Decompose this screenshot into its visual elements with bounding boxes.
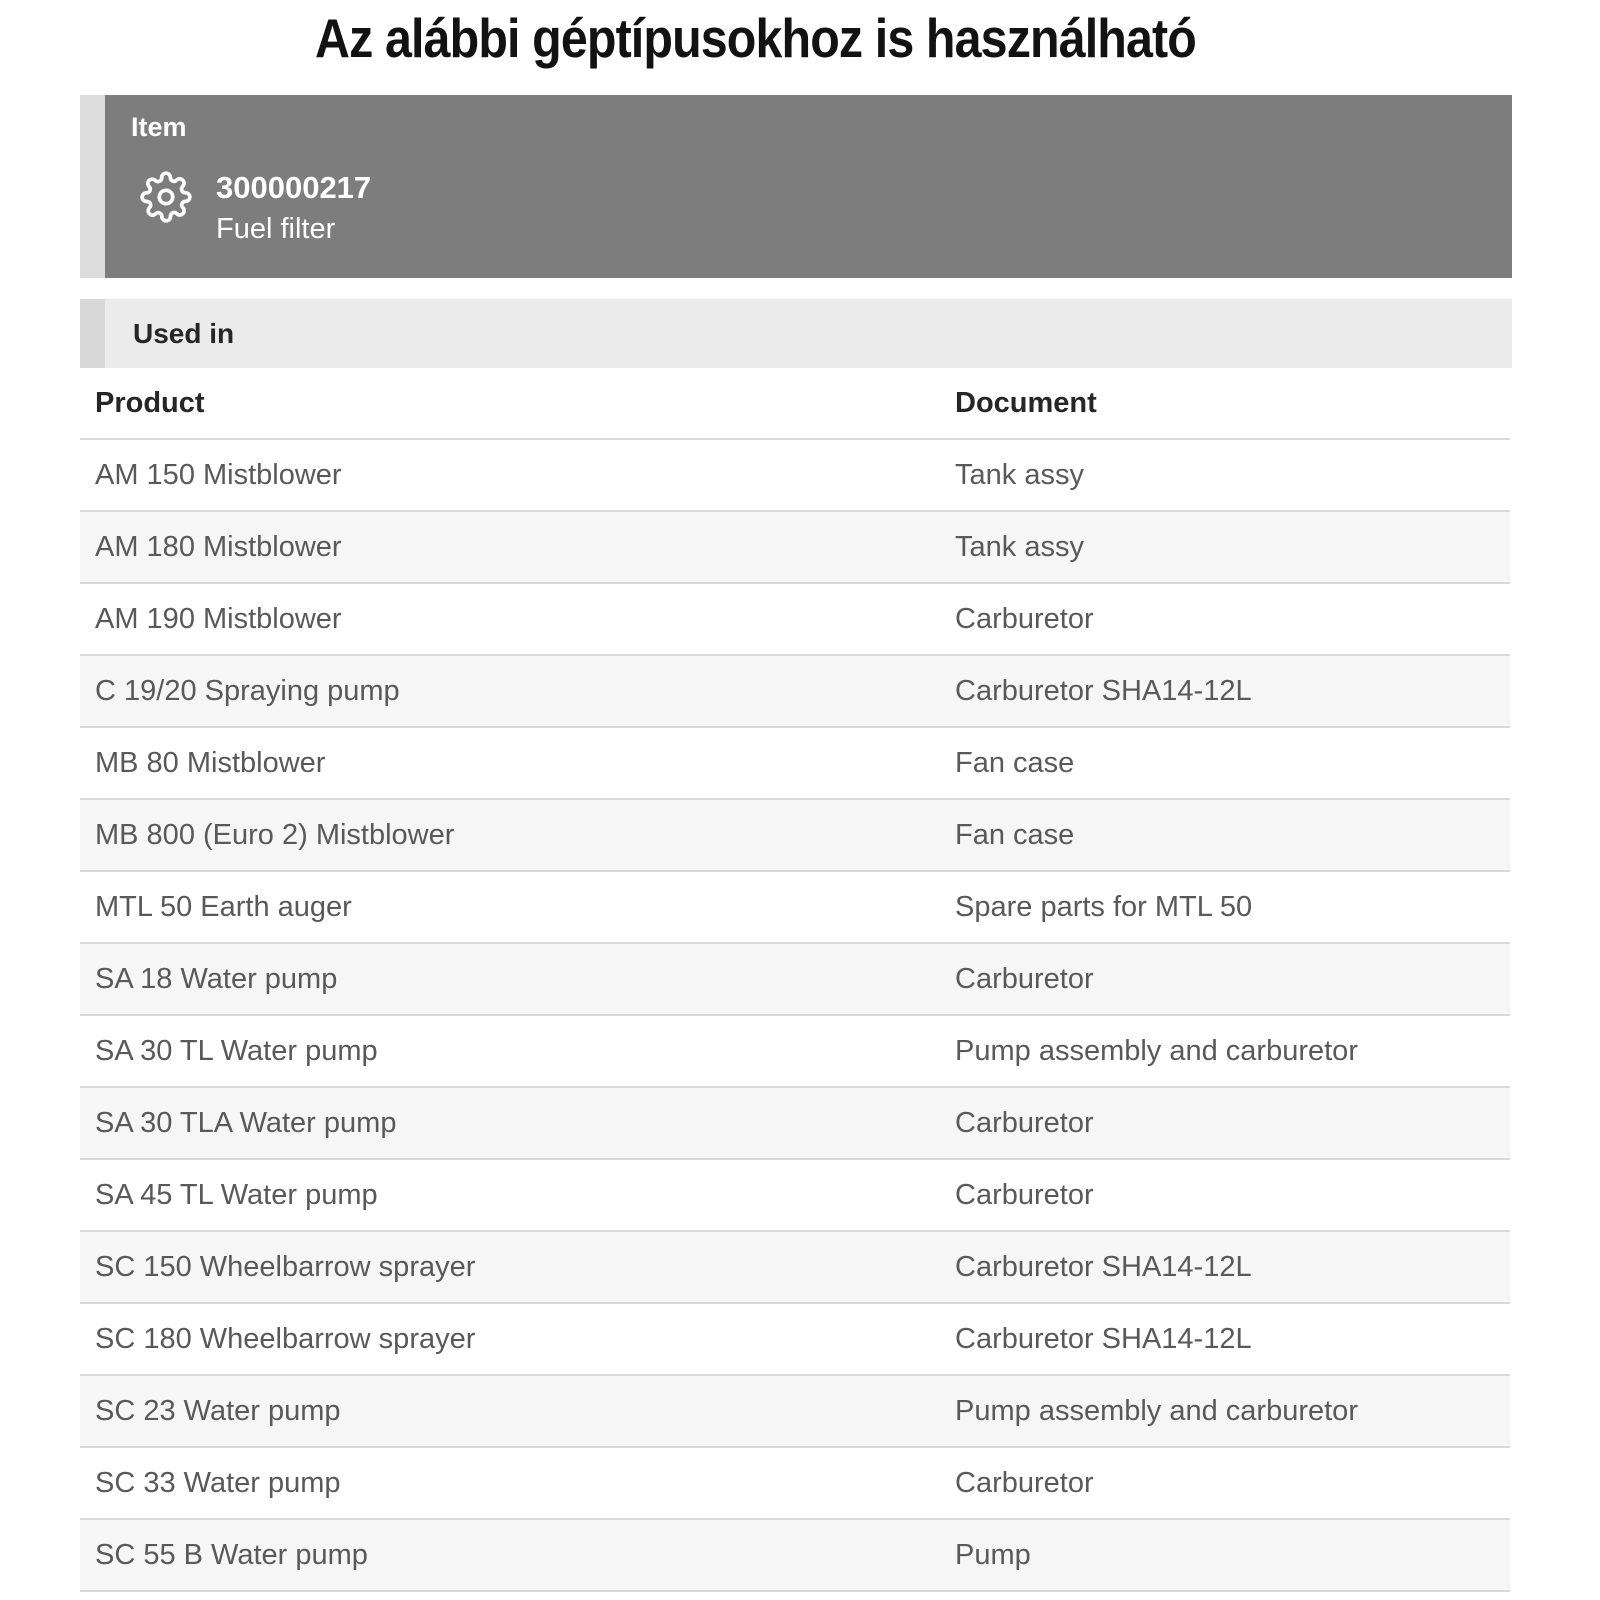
table-row bbox=[80, 870, 1510, 942]
column-header-document: Document bbox=[955, 386, 1097, 419]
page-title-wrap bbox=[0, 6, 1512, 70]
product-cell: MB 800 (Euro 2) Mistblower bbox=[95, 818, 455, 851]
document-cell: Pump bbox=[955, 1538, 1031, 1571]
table-row bbox=[80, 798, 1510, 870]
item-number: 300000217 bbox=[216, 170, 372, 206]
document-cell: Tank assy bbox=[955, 458, 1084, 491]
table-row bbox=[80, 1446, 1510, 1518]
table-row bbox=[80, 582, 1510, 654]
table-row bbox=[80, 726, 1510, 798]
document-cell: Carburetor SHA14-12L bbox=[955, 1322, 1252, 1355]
product-cell: SC 23 Water pump bbox=[95, 1394, 341, 1427]
table-row bbox=[80, 1158, 1510, 1230]
document-cell: Tank assy bbox=[955, 530, 1084, 563]
document-cell: Carburetor SHA14-12L bbox=[955, 674, 1252, 707]
document-cell: Pump assembly and carburetor bbox=[955, 1034, 1358, 1067]
document-cell: Pump assembly and carburetor bbox=[955, 1394, 1358, 1427]
product-cell: SC 180 Wheelbarrow sprayer bbox=[95, 1322, 476, 1355]
document-cell: Carburetor bbox=[955, 1178, 1094, 1211]
column-header-product: Product bbox=[95, 386, 205, 419]
product-cell: MTL 50 Earth auger bbox=[95, 890, 352, 923]
table-row bbox=[80, 1014, 1510, 1086]
used-in-label: Used in bbox=[133, 317, 235, 349]
used-in-accent-strip bbox=[80, 299, 105, 368]
table-row bbox=[80, 1302, 1510, 1374]
product-cell: SA 45 TL Water pump bbox=[95, 1178, 378, 1211]
table-row bbox=[80, 1518, 1510, 1590]
document-cell: Fan case bbox=[955, 818, 1075, 851]
table-row bbox=[80, 1374, 1510, 1446]
used-in-bar-body bbox=[105, 299, 1512, 368]
product-cell: AM 190 Mistblower bbox=[95, 602, 342, 635]
item-card-accent-strip bbox=[80, 95, 105, 278]
document-cell: Carburetor bbox=[955, 1106, 1094, 1139]
used-in-section-bar bbox=[80, 299, 1512, 368]
product-cell: SC 55 B Water pump bbox=[95, 1538, 368, 1571]
table-row bbox=[80, 1230, 1510, 1302]
product-cell: SC 33 Water pump bbox=[95, 1466, 341, 1499]
table-row bbox=[80, 654, 1510, 726]
product-cell: SA 18 Water pump bbox=[95, 962, 338, 995]
table-row bbox=[80, 942, 1510, 1014]
item-card-body bbox=[105, 95, 1512, 278]
page-title: Az alábbi géptípusokhoz is használható bbox=[315, 7, 1197, 69]
product-cell: SC 150 Wheelbarrow sprayer bbox=[95, 1250, 476, 1283]
document-cell: Carburetor SHA14-12L bbox=[955, 1250, 1252, 1283]
used-in-table bbox=[80, 368, 1510, 1592]
item-name: Fuel filter bbox=[216, 213, 336, 246]
document-cell: Spare parts for MTL 50 bbox=[955, 890, 1253, 923]
table-row bbox=[80, 1086, 1510, 1158]
product-cell: SA 30 TL Water pump bbox=[95, 1034, 378, 1067]
document-cell: Carburetor bbox=[955, 602, 1094, 635]
product-cell: AM 180 Mistblower bbox=[95, 530, 342, 563]
product-cell: C 19/20 Spraying pump bbox=[95, 674, 400, 707]
document-cell: Carburetor bbox=[955, 962, 1094, 995]
item-card-label: Item bbox=[131, 112, 187, 142]
document-cell: Carburetor bbox=[955, 1466, 1094, 1499]
gear-icon bbox=[140, 171, 192, 228]
product-cell: AM 150 Mistblower bbox=[95, 458, 342, 491]
table-header-row bbox=[80, 368, 1510, 438]
product-cell: SA 30 TLA Water pump bbox=[95, 1106, 397, 1139]
item-card bbox=[80, 95, 1512, 278]
product-cell: MB 80 Mistblower bbox=[95, 746, 326, 779]
table-row bbox=[80, 510, 1510, 582]
document-cell: Fan case bbox=[955, 746, 1075, 779]
table-row bbox=[80, 438, 1510, 510]
